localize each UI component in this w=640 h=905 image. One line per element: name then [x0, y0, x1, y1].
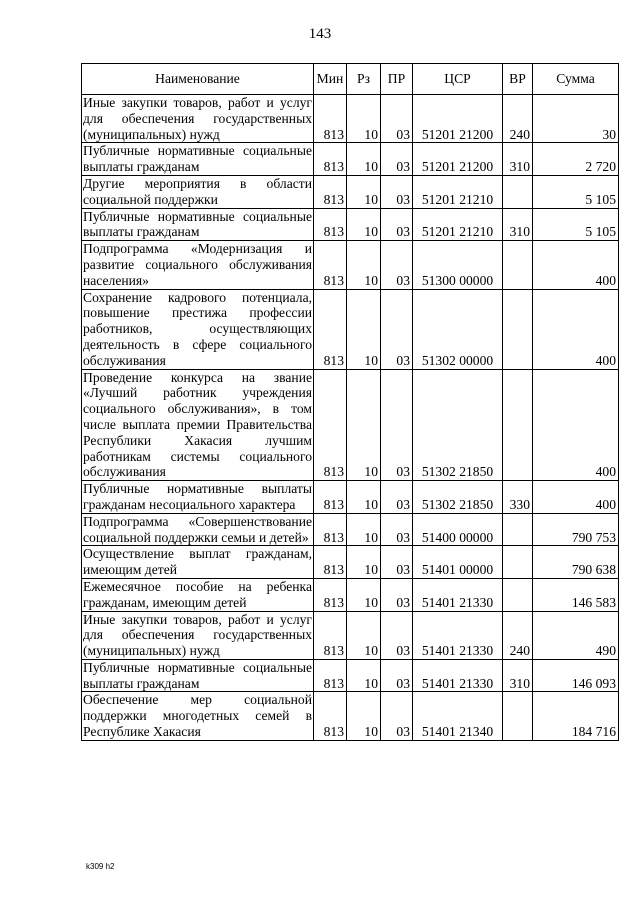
cell-name: Ежемесячное пособие на ребенка гражданам, имеющим детей: [83, 578, 312, 610]
cell-min: 813: [314, 481, 347, 514]
cell-name: Публичные нормативные выплаты гражданам несоциального характера: [83, 481, 312, 512]
cell-pr: 03: [381, 95, 413, 143]
header-min: Мин: [314, 64, 347, 95]
cell-name: Публичные нормативные социальные выплаты гражданам: [83, 208, 312, 240]
cell-sum: 146 583: [533, 578, 619, 611]
cell-pr: 03: [381, 241, 413, 289]
cell-csr: 51302 21850: [413, 481, 503, 514]
table-row: [82, 659, 619, 692]
cell-pr: 03: [381, 175, 413, 208]
cell-csr: 51201 21210: [413, 175, 503, 208]
page-number: 143: [308, 26, 332, 42]
cell-name: Подпрограмма «Совершенствование социальной поддержки семьи и детей»: [83, 513, 312, 545]
table-row: [82, 692, 619, 740]
cell-rz: 10: [347, 143, 381, 176]
cell-sum: 490: [533, 611, 619, 659]
cell-rz: 10: [347, 692, 381, 740]
cell-pr: 03: [381, 289, 413, 369]
cell-pr: 03: [381, 208, 413, 241]
cell-csr: 51401 21330: [413, 611, 503, 659]
cell-vr: [503, 175, 533, 208]
cell-sum: 400: [533, 481, 619, 514]
cell-rz: 10: [347, 546, 381, 579]
cell-vr: 310: [503, 208, 533, 241]
cell-rz: 10: [347, 369, 381, 481]
cell-sum: 146 093: [533, 659, 619, 692]
cell-name: Подпрограмма «Модернизация и развитие социального обслуживания населения»: [83, 241, 312, 288]
header-name: Наименование: [82, 64, 314, 95]
cell-csr: 51201 21210: [413, 208, 503, 241]
table-row: [82, 369, 619, 481]
cell-rz: 10: [347, 241, 381, 289]
cell-sum: 30: [533, 95, 619, 143]
table-row: [82, 578, 619, 611]
cell-csr: 51302 00000: [413, 289, 503, 369]
cell-vr: 310: [503, 659, 533, 692]
header-vr: ВР: [503, 64, 533, 95]
cell-name: Публичные нормативные социальные выплаты гражданам: [83, 659, 312, 691]
cell-vr: [503, 578, 533, 611]
table-row: [82, 175, 619, 208]
cell-pr: 03: [381, 481, 413, 514]
cell-vr: [503, 369, 533, 481]
table-row: [82, 208, 619, 241]
cell-name: Осуществление выплат гражданам, имеющим детей: [83, 546, 312, 578]
table-row: [82, 481, 619, 514]
header-sum: Сумма: [533, 64, 619, 95]
cell-vr: [503, 546, 533, 579]
table-row: [82, 289, 619, 369]
cell-rz: 10: [347, 175, 381, 208]
cell-pr: 03: [381, 692, 413, 740]
table-row: [82, 95, 619, 143]
header-row: [82, 64, 619, 95]
cell-min: 813: [314, 143, 347, 176]
cell-csr: 51302 21850: [413, 369, 503, 481]
cell-rz: 10: [347, 289, 381, 369]
cell-csr: 51201 21200: [413, 143, 503, 176]
table-row: [82, 611, 619, 659]
cell-min: 813: [314, 208, 347, 241]
cell-rz: 10: [347, 578, 381, 611]
cell-min: 813: [314, 659, 347, 692]
cell-name: Публичные нормативные социальные выплаты гражданам: [83, 143, 312, 175]
cell-name: Иные закупки товаров, работ и услуг для обеспечения государственных (муниципальных) нужд: [83, 611, 312, 659]
cell-vr: 310: [503, 143, 533, 176]
cell-csr: 51401 21330: [413, 659, 503, 692]
cell-min: 813: [314, 95, 347, 143]
table-row: [82, 513, 619, 546]
cell-vr: [503, 692, 533, 740]
header-pr: ПР: [381, 64, 413, 95]
cell-min: 813: [314, 175, 347, 208]
cell-csr: 51401 21330: [413, 578, 503, 611]
cell-sum: 790 753: [533, 513, 619, 546]
cell-vr: [503, 513, 533, 546]
cell-sum: 790 638: [533, 546, 619, 579]
cell-sum: 2 720: [533, 143, 619, 176]
header-rz: Рз: [347, 64, 381, 95]
cell-csr: 51400 00000: [413, 513, 503, 546]
cell-min: 813: [314, 241, 347, 289]
cell-name: Другие мероприятия в области социальной поддержки: [83, 175, 312, 207]
cell-min: 813: [314, 289, 347, 369]
cell-name: Иные закупки товаров, работ и услуг для обеспечения государственных (муниципальных) нужд: [83, 95, 312, 142]
cell-rz: 10: [347, 481, 381, 514]
cell-rz: 10: [347, 611, 381, 659]
cell-min: 813: [314, 513, 347, 546]
cell-pr: 03: [381, 369, 413, 481]
cell-csr: 51401 21340: [413, 692, 503, 740]
header-csr: ЦСР: [413, 64, 503, 95]
cell-pr: 03: [381, 578, 413, 611]
table-body: [82, 95, 619, 741]
cell-rz: 10: [347, 513, 381, 546]
cell-sum: 400: [533, 289, 619, 369]
cell-vr: [503, 289, 533, 369]
cell-vr: 330: [503, 481, 533, 514]
cell-sum: 400: [533, 241, 619, 289]
cell-min: 813: [314, 546, 347, 579]
cell-csr: 51401 00000: [413, 546, 503, 579]
cell-pr: 03: [381, 546, 413, 579]
cell-sum: 400: [533, 369, 619, 481]
cell-name: Обеспечение мер социальной поддержки многодетных семей в Республике Хакасия: [83, 692, 312, 740]
cell-vr: 240: [503, 95, 533, 143]
table-row: [82, 241, 619, 289]
cell-csr: 51201 21200: [413, 95, 503, 143]
cell-name: Проведение конкурса на звание «Лучший работник учреждения социального обслуживания», в том числе выплата премии Правительства Республики Хакасия лучшим работникам системы социального обслуживания: [83, 369, 312, 480]
cell-min: 813: [314, 369, 347, 481]
cell-pr: 03: [381, 659, 413, 692]
cell-min: 813: [314, 578, 347, 611]
cell-vr: 240: [503, 611, 533, 659]
cell-sum: 184 716: [533, 692, 619, 740]
footer-code: k309 h2: [86, 862, 115, 871]
cell-vr: [503, 241, 533, 289]
cell-name: Сохранение кадрового потенциала, повышение престижа профессии работников, осуществляющих деятельность в сфере социального обслуживания: [83, 289, 312, 368]
budget-table: [81, 63, 619, 741]
cell-pr: 03: [381, 611, 413, 659]
cell-min: 813: [314, 692, 347, 740]
table-row: [82, 546, 619, 579]
cell-sum: 5 105: [533, 175, 619, 208]
cell-min: 813: [314, 611, 347, 659]
cell-sum: 5 105: [533, 208, 619, 241]
cell-csr: 51300 00000: [413, 241, 503, 289]
cell-rz: 10: [347, 659, 381, 692]
cell-rz: 10: [347, 208, 381, 241]
cell-pr: 03: [381, 513, 413, 546]
cell-rz: 10: [347, 95, 381, 143]
table-row: [82, 143, 619, 176]
cell-pr: 03: [381, 143, 413, 176]
